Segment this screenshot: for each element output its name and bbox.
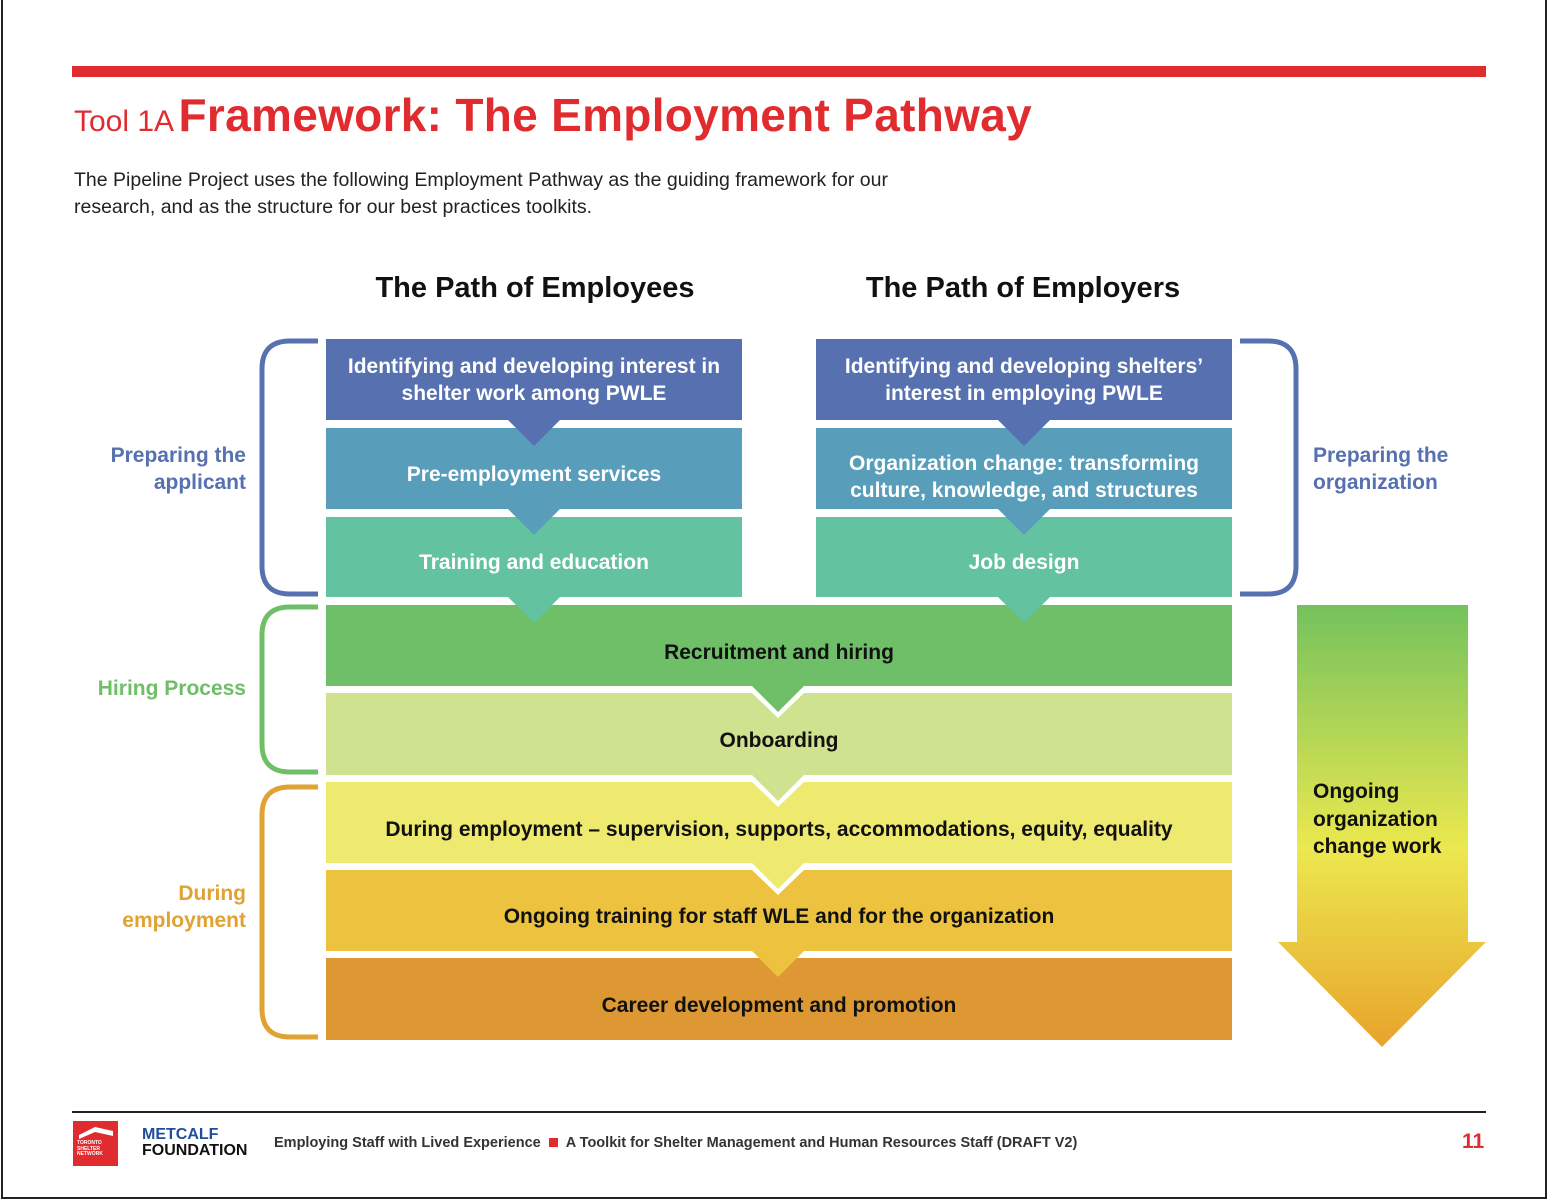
toronto-shelter-network-logo: [73, 1121, 118, 1166]
bracket-hiring-process: [262, 607, 318, 772]
title-main: Framework: The Employment Pathway: [178, 89, 1032, 141]
shared-step-5-text: Career development and promotion: [601, 994, 957, 1017]
shared-step-3-text: During employment – supervision, supports, accommodations, equity, equality: [385, 818, 1173, 841]
shared-step-5-label: [326, 965, 1232, 1046]
org-step-2-label: [816, 436, 1232, 517]
emp-step-2-label: [326, 434, 742, 515]
intro-text: The Pipeline Project uses the following Employment Pathway as the guiding framework for our research, and as the structure for our best practices toolkits.: [74, 169, 888, 218]
org-step-1-text: Identifying and developing shelters’ interest in employing PWLE: [844, 354, 1204, 405]
ongoing-change-label: Ongoing organization change work: [1313, 780, 1442, 858]
logo-mark-icon: [73, 1121, 118, 1141]
employees-heading: The Path of Employees: [375, 272, 695, 304]
employers-heading: The Path of Employers: [865, 272, 1181, 304]
emp-step-1-text: Identifying and developing interest in shelter work among PWLE: [347, 354, 721, 405]
shared-step-3-label: [326, 789, 1232, 870]
shared-step-1-label: [326, 612, 1232, 693]
doc-subtitle: A Toolkit for Shelter Management and Human Resources Staff (DRAFT V2): [565, 1135, 1078, 1151]
bracket-preparing-applicant: [262, 341, 318, 594]
metcalf-word: METCALF: [142, 1126, 219, 1143]
shared-step-1-text: Recruitment and hiring: [664, 641, 894, 664]
emp-step-1-label: [326, 339, 742, 420]
footer-doc-title: [274, 1135, 1077, 1151]
foundation-word: FOUNDATION: [142, 1142, 248, 1159]
shared-step-2-label: [326, 700, 1232, 781]
emp-step-3-label: [326, 522, 742, 603]
org-step-1-label: [816, 339, 1232, 420]
shared-step-4-text: Ongoing training for staff WLE and for the organization: [503, 905, 1055, 928]
metcalf-foundation-logo: [142, 1127, 247, 1159]
org-step-3-label: [816, 522, 1232, 603]
emp-step-2-text: Pre-employment services: [406, 463, 662, 486]
label-preparing-applicant: Preparing the applicant: [110, 444, 246, 494]
bracket-preparing-organization: [1240, 341, 1296, 594]
bracket-during-employment: [262, 787, 318, 1037]
doc-title: Employing Staff with Lived Experience: [274, 1135, 541, 1151]
footer-rule: [72, 1111, 1486, 1113]
page-number: 11: [1462, 1130, 1485, 1153]
shared-step-4-label: [326, 876, 1232, 957]
org-step-3-text: Job design: [968, 551, 1080, 574]
logo-text: TORONTO SHELTER NETWORK: [77, 1140, 103, 1157]
separator-square-icon: [549, 1138, 558, 1147]
label-during-employment: During employment: [122, 882, 246, 932]
emp-step-3-text: Training and education: [419, 551, 649, 574]
shared-step-2-text: Onboarding: [719, 729, 839, 752]
tool-label: Tool 1A: [74, 105, 175, 138]
label-preparing-organization: Preparing the organization: [1313, 444, 1449, 494]
label-hiring-process: Hiring Process: [97, 677, 246, 700]
org-step-2-text: Organization change: transforming culture, knowledge, and structures: [848, 451, 1200, 502]
